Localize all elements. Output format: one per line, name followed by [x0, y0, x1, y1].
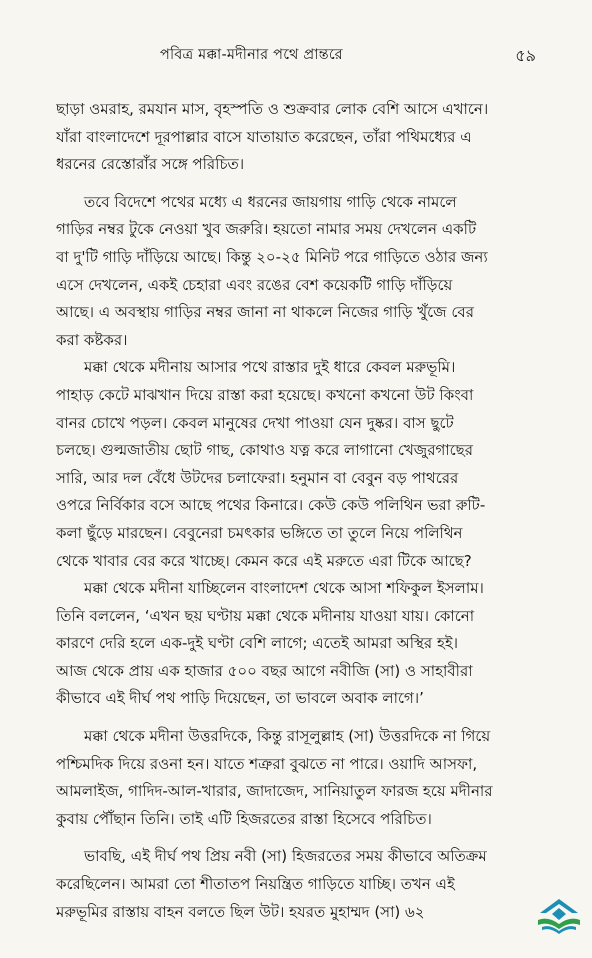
paragraph-gap	[56, 833, 550, 843]
paragraph	[56, 189, 550, 355]
page-number: ৫৯	[515, 46, 536, 65]
paragraph-gap	[56, 713, 550, 723]
text-line: থেকে খাবার বের করে খাচ্ছে। কেমন করে এই মরুতে এরা টিকে আছে?	[56, 551, 472, 570]
text-line: সারি, আর দল বেঁধে উটদের চলাফেরা। হনুমান বা বেবুন বড় পাথরের	[56, 468, 459, 487]
paragraph	[56, 575, 550, 713]
text-line: যাঁরা বাংলাদেশে দূরপাল্লার বাসে যাতায়াত করেছেন, তাঁরা পথিমধ্যের এ	[56, 127, 472, 146]
text-line: গাড়ির নম্বর টুকে নেওয়া খুব জরুরি। হয়তো নামার সময় দেখলেন একটি	[56, 220, 477, 239]
text-line: আছে। এ অবস্থায় গাড়ির নম্বর জানা না থাকলে নিজের গাড়ি খুঁজে বের	[56, 303, 475, 322]
paragraph	[56, 96, 550, 179]
running-head: পবিত্র মক্কা-মদীনার পথে প্রান্তরে	[160, 47, 343, 63]
paragraph	[56, 723, 550, 833]
text-line: ওপরে নির্বিকার বসে আছে পথের কিনারে। কেউ কেউ পলিথিন ভরা রুটি-	[56, 496, 486, 515]
text-line: কারণে দেরি হলে এক-দুই ঘণ্টা বেশি লাগে; এতেই আমরা অস্থির হই।	[56, 634, 458, 653]
text-line: বানর চোখে পড়ল। কেবল মানুষের দেখা পাওয়া যেন দুষ্কর। বাস ছুটে	[56, 413, 454, 432]
text-line: করা কষ্টকর।	[56, 330, 128, 349]
text-line: কুবায় পৌঁছান তিনি। তাই এটি হিজরতের রাস্তা হিসেবে পরিচিত।	[56, 809, 432, 828]
text-line: কলা ছুঁড়ে মারছেন। বেবুনেরা চমৎকার ভঙ্গিতে তা তুলে নিয়ে পলিথিন	[56, 523, 463, 542]
text-line: পাহাড় কেটে মাঝখান দিয়ে রাস্তা করা হয়েছে। কখনো কখনো উট কিংবা	[56, 385, 474, 404]
text-line: চলছে। গুল্মজাতীয় ছোট গাছ, কোথাও যত্ন করে লাগানো খেজুরগাছের	[56, 441, 474, 460]
text-line: পশ্চিমদিক দিয়ে রওনা হন। যাতে শত্রুরা বুঝতে না পারে। ওয়াদি আসফা,	[56, 754, 478, 773]
text-line: আমলাইজ, গাদিদ-আল-খারার, জাদাজেদ, সানিয়াতুল ফারজ হয়ে মদীনার	[56, 782, 493, 801]
text-line: করেছিলেন। আমরা তো শীতাতপ নিয়ন্ত্রিত গাড়িতে যাচ্ছি। তখন এই	[56, 875, 455, 894]
text-line: ধরনের রেস্তোরাঁর সঙ্গে পরিচিত।	[56, 155, 245, 174]
book-logo-icon	[536, 896, 582, 936]
text-line: এসে দেখলেন, একই চেহারা এবং রঙের বেশ কয়েকটি গাড়ি দাঁড়িয়ে	[56, 275, 453, 294]
text-line: মক্কা থেকে মদীনা উত্তরদিকে, কিন্তু রাসূলুল্লাহ (সা) উত্তরদিকে না গিয়ে	[84, 727, 491, 746]
paragraph-gap	[56, 179, 550, 189]
text-line: মরুভূমির রাস্তায় বাহন বলতে ছিল উট। হযরত মুহাম্মদ (সা) ৬২	[56, 902, 425, 921]
text-line: তিনি বললেন, ‘এখন ছয় ঘণ্টায় মক্কা থেকে মদীনায় যাওয়া যায়। কোনো	[56, 606, 475, 625]
text-line: ভাবছি, এই দীর্ঘ পথ প্রিয় নবী (সা) হিজরতের সময় কীভাবে অতিক্রম	[84, 847, 487, 866]
text-line: বা দু'টি গাড়ি দাঁড়িয়ে আছে। কিন্তু ২০-২৫ মিনিট পরে গাড়িতে ওঠার জন্য	[56, 247, 488, 266]
paragraph	[56, 354, 550, 575]
text-line: কীভাবে এই দীর্ঘ পথ পাড়ি দিয়েছেন, তা ভাবলে অবাক লাগে।’	[56, 689, 424, 708]
text-line: তবে বিদেশে পথের মধ্যে এ ধরনের জায়গায় গাড়ি থেকে নামলে	[84, 192, 457, 211]
text-line: মক্কা থেকে মদীনায় আসার পথে রাস্তার দুই ধারে কেবল মরুভূমি।	[84, 358, 456, 377]
text-line: আজ থেকে প্রায় এক হাজার ৫০০ বছর আগে নবীজি (সা) ও সাহাবীরা	[56, 661, 473, 680]
body-text	[56, 96, 550, 926]
page-header	[0, 44, 592, 68]
text-line: মক্কা থেকে মদীনা যাচ্ছিলেন বাংলাদেশ থেকে আসা শফিকুল ইসলাম।	[84, 579, 484, 598]
text-line: ছাড়া ওমরাহ, রমযান মাস, বৃহস্পতি ও শুক্রবার লোক বেশি আসে এখানে।	[56, 100, 489, 118]
paragraph	[56, 843, 550, 926]
